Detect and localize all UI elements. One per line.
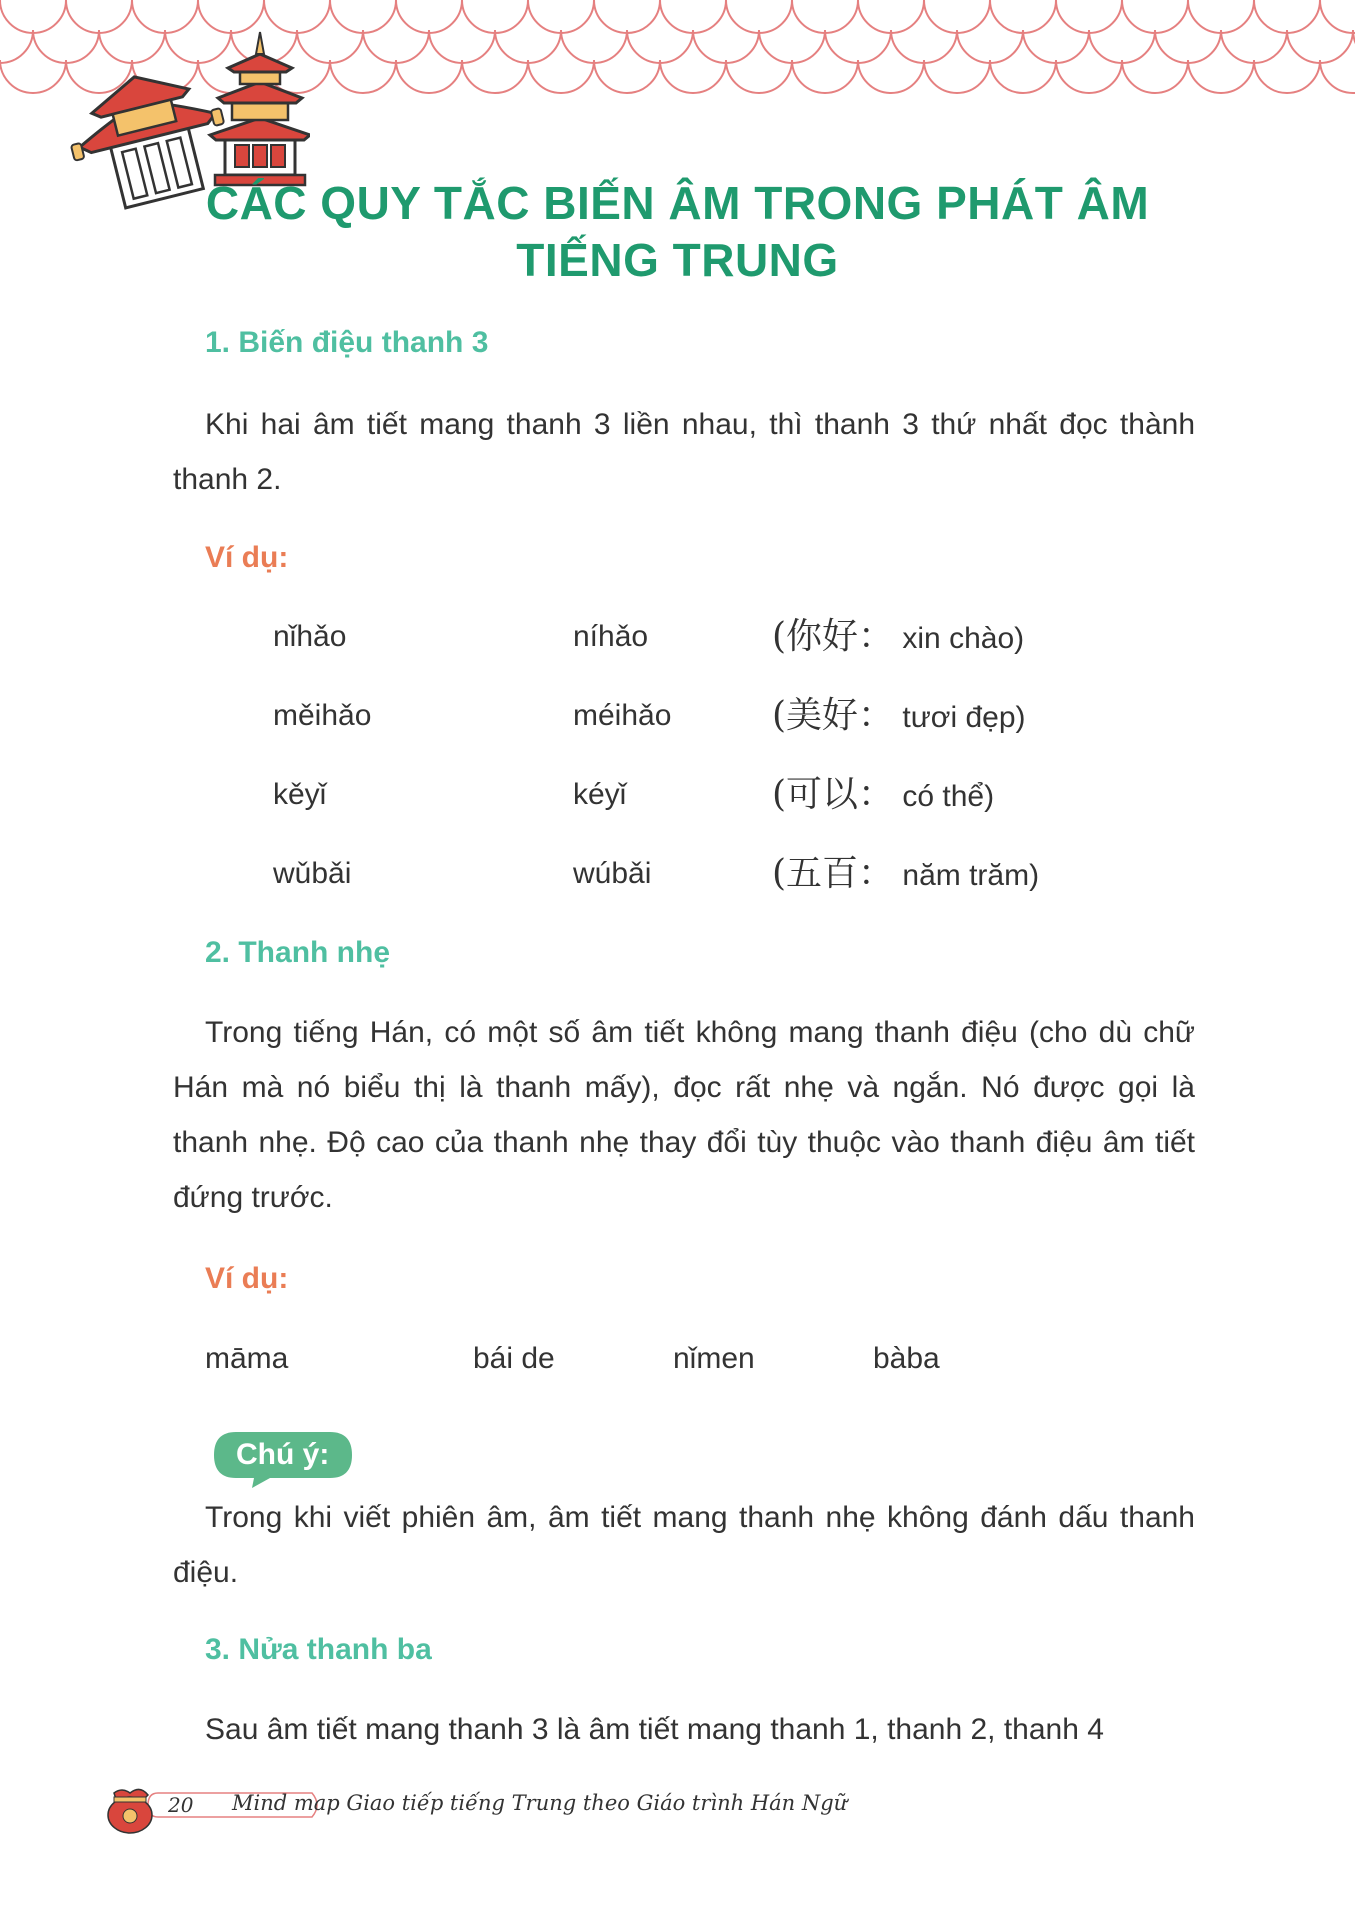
example-label: Ví dụ: — [205, 1262, 289, 1295]
page-number: 20 — [168, 1793, 194, 1817]
example-row — [0, 615, 1355, 659]
neutral-example: bái de — [473, 1342, 555, 1375]
section-heading-2: 2. Thanh nhẹ — [205, 936, 391, 969]
section1-paragraph: Khi hai âm tiết mang thanh 3 liền nhau, thì thanh 3 thứ nhất đọc thành thanh 2. — [173, 408, 1195, 496]
example-original: wǔbǎi — [273, 857, 352, 890]
example-changed: níhǎo — [573, 620, 649, 653]
example-changed: kéyǐ — [573, 778, 627, 811]
example-changed: wúbǎi — [573, 857, 652, 890]
neutral-example: nǐmen — [673, 1342, 755, 1375]
example-row — [0, 852, 1355, 896]
neutral-tone-examples — [0, 1337, 1355, 1381]
note-label: Chú ý: — [236, 1438, 330, 1471]
example-meaning: xin chào) — [902, 622, 1025, 655]
example-changed: méihǎo — [573, 699, 672, 732]
neutral-example: bàba — [873, 1342, 940, 1375]
footer-book-title: Mind map Giao tiếp tiếng Trung theo Giáo trình Hán Ngữ — [232, 1791, 848, 1815]
example-hanzi: (五百： — [772, 853, 895, 894]
neutral-example: māma — [205, 1342, 289, 1375]
section-heading-3: 3. Nửa thanh ba — [205, 1633, 432, 1666]
example-hanzi: (你好： — [772, 616, 895, 657]
example-original: nǐhǎo — [273, 620, 347, 653]
section2-paragraph: Trong tiếng Hán, có một số âm tiết không mang thanh điệu (cho dù chữ Hán mà nó biểu thị là thanh mấy), đọc rất nhẹ và ngắn. Nó được gọi là thanh nhẹ. Độ cao của thanh nhẹ thay đổi tùy thuộc vào thanh điệu âm tiết đứng trước. — [173, 1016, 1195, 1214]
example-label: Ví dụ: — [205, 541, 289, 574]
example-row — [0, 694, 1355, 738]
example-row — [0, 773, 1355, 817]
section-heading-1: 1. Biến điệu thanh 3 — [205, 326, 489, 359]
section3-paragraph: Sau âm tiết mang thanh 3 là âm tiết mang thanh 1, thanh 2, thanh 4 — [205, 1713, 1104, 1746]
example-original: měihǎo — [273, 699, 372, 732]
page-title-line2: TIẾNG TRUNG — [516, 234, 839, 286]
example-hanzi: (可以： — [772, 774, 895, 815]
example-meaning: có thể) — [902, 780, 995, 813]
lucky-bag-icon — [108, 1789, 152, 1833]
example-original: kěyǐ — [273, 778, 327, 811]
page-title: CÁC QUY TẮC BIẾN ÂM TRONG PHÁT ÂM — [205, 177, 1150, 229]
example-meaning: năm trăm) — [902, 859, 1040, 892]
note-text: Trong khi viết phiên âm, âm tiết mang thanh nhẹ không đánh dấu thanh điệu. — [173, 1501, 1195, 1589]
example-meaning: tươi đẹp) — [902, 701, 1026, 734]
example-hanzi: (美好： — [772, 695, 895, 736]
